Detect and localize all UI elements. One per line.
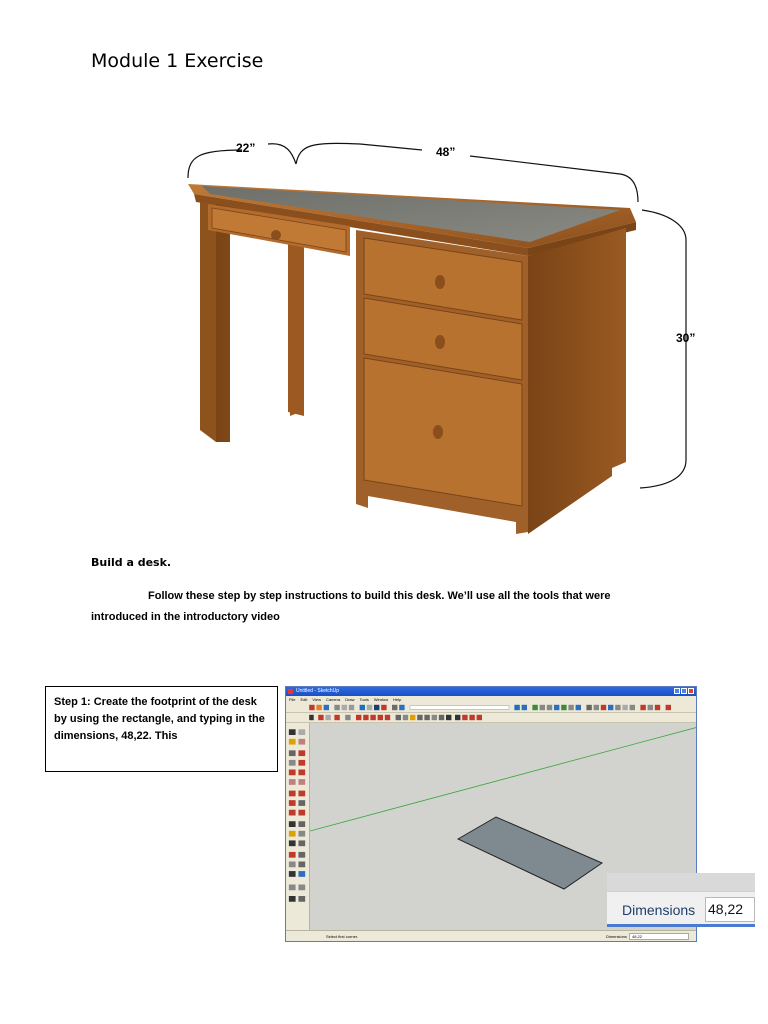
dimensions-callout-label: Dimensions (622, 902, 696, 918)
sketchup-app-icon (288, 689, 293, 694)
menu-window[interactable]: Window (373, 697, 389, 702)
status-dimensions-label: Dimensions (606, 934, 627, 939)
menu-view[interactable]: View (312, 697, 321, 702)
menu-file[interactable]: File (289, 697, 296, 702)
intro-paragraph: Follow these step by step instructions to build this desk. We’ll use all the tools that were introduced in the introductory video (91, 590, 611, 623)
menu-camera[interactable]: Camera (325, 697, 341, 702)
step-1-text: Step 1: Create the footprint of the desk by using the rectangle, and typing in the dimensions, 48,22. This (54, 696, 265, 742)
toolbar-icons-row2[interactable] (309, 715, 482, 720)
sketchup-window-title: Untitled - SketchUp (296, 688, 340, 694)
dim-depth-label: 22” (236, 141, 256, 155)
sketchup-left-toolbar[interactable] (286, 723, 310, 931)
menu-draw[interactable]: Draw (345, 697, 355, 702)
sketchup-statusbar (286, 930, 696, 941)
dimensions-callout-underline (607, 924, 755, 927)
dim-width-label: 48” (436, 145, 456, 159)
page-title: Module 1 Exercise (91, 50, 264, 72)
close-icon[interactable] (688, 688, 694, 694)
step-1-box (45, 686, 278, 772)
status-dimensions-field[interactable]: 48,22 (629, 933, 689, 940)
dim-height-label: 30” (676, 331, 696, 345)
green-axis-line (310, 727, 697, 831)
toolbar-icons-row1[interactable] (309, 705, 671, 710)
minimize-icon[interactable] (674, 688, 680, 694)
menu-help[interactable]: Help (393, 697, 402, 702)
dimensions-callout-field[interactable]: 48,22 (705, 897, 755, 922)
footprint-rectangle (458, 817, 602, 889)
left-tool-icons[interactable] (289, 729, 305, 902)
sketchup-titlebar (286, 687, 696, 696)
sketchup-menubar (286, 696, 696, 703)
sketchup-toolbar-secondary[interactable] (286, 713, 696, 723)
menu-edit[interactable]: Edit (300, 697, 308, 702)
menu-tools[interactable]: Tools (359, 697, 369, 702)
sketchup-toolbar-main[interactable] (286, 703, 696, 713)
dimensions-callout (607, 873, 755, 927)
status-message: Select first corner. (326, 934, 359, 939)
section-heading: Build a desk. (91, 556, 172, 569)
desk-illustration (150, 130, 710, 550)
desk-right-pedestal (356, 228, 626, 534)
maximize-icon[interactable] (681, 688, 687, 694)
dimensions-callout-panel (607, 891, 755, 927)
